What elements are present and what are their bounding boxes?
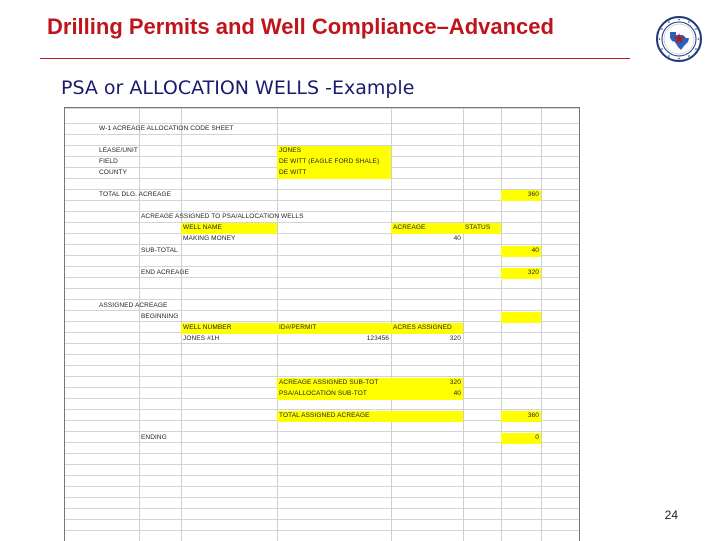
psa-sub-label: PSA/ALLOCATION SUB-TOT xyxy=(279,390,367,397)
texas-rrc-seal-icon xyxy=(656,16,702,62)
slide-subtitle: PSA or ALLOCATION WELLS -Example xyxy=(61,77,415,99)
well-number-header: WELL NUMBER xyxy=(183,324,232,331)
column-line xyxy=(463,108,464,541)
column-line xyxy=(139,108,140,541)
lease-value: JONES xyxy=(279,147,302,154)
psa-sub-value: 40 xyxy=(453,390,461,397)
total-label: TOTAL DLG. ACREAGE xyxy=(99,191,172,198)
permit-header: ID#/PERMIT xyxy=(279,324,317,331)
acres-assigned-value: 320 xyxy=(449,335,461,342)
acres-assigned-header: ACRES ASSIGNED xyxy=(393,324,452,331)
total-assigned-label: TOTAL ASSIGNED ACREAGE xyxy=(279,412,370,419)
column-line xyxy=(501,108,502,541)
field-value: DE WITT (EAGLE FORD SHALE) xyxy=(279,158,380,165)
sub-tot-value: 320 xyxy=(449,379,461,386)
status-header: STATUS xyxy=(465,224,491,231)
assigned-header: ACREAGE ASSIGNED TO PSA/ALLOCATION WELLS xyxy=(141,213,304,220)
county-label: COUNTY xyxy=(99,169,128,176)
assigned-acreage-label: ASSIGNED ACREAGE xyxy=(99,302,168,309)
spreadsheet-image xyxy=(64,107,580,541)
end-value: 320 xyxy=(527,269,539,276)
acreage-header: ACREAGE xyxy=(393,224,426,231)
ending-label: ENDING xyxy=(141,434,167,441)
permit-value: 123456 xyxy=(366,335,389,342)
field-label: FIELD xyxy=(99,158,118,165)
title-divider xyxy=(40,58,630,59)
lease-label: LEASE/UNIT xyxy=(99,147,138,154)
well-acreage: 40 xyxy=(453,235,461,242)
page-number: 24 xyxy=(664,508,678,522)
well-name-header: WELL NAME xyxy=(183,224,222,231)
beginning-label: BEGINNING xyxy=(141,313,179,320)
subtotal-value: 40 xyxy=(531,247,539,254)
ending-value: 0 xyxy=(535,434,539,441)
end-label: END ACREAGE xyxy=(141,269,190,276)
total-value: 360 xyxy=(527,191,539,198)
county-value: DE WITT xyxy=(279,169,307,176)
highlight-beginning xyxy=(501,312,541,323)
sheet-header: W-1 ACREAGE ALLOCATION CODE SHEET xyxy=(99,125,234,132)
well-number: JONES #1H xyxy=(183,335,220,342)
well-name: MAKING MONEY xyxy=(183,235,236,242)
column-line xyxy=(541,108,542,541)
total-assigned-value: 360 xyxy=(527,412,539,419)
sub-tot-label: ACREAGE ASSIGNED SUB-TOT xyxy=(279,379,379,386)
subtotal-label: SUB-TOTAL xyxy=(141,247,178,254)
slide-title: Drilling Permits and Well Compliance–Advanced xyxy=(47,14,554,39)
